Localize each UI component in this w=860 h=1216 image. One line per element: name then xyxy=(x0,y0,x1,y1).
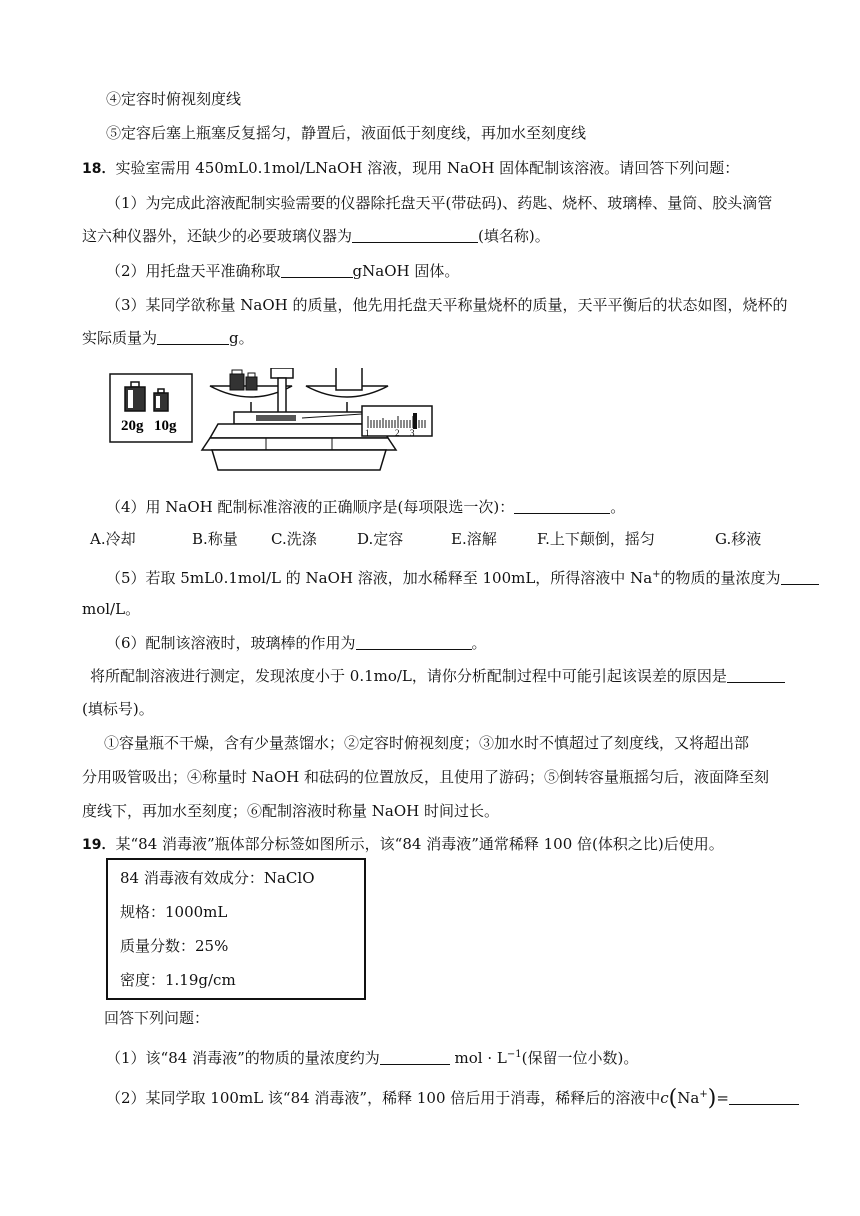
question-text: 这六种仪器外，还缺少的必要玻璃仪器为 (填名称)。 xyxy=(82,227,550,245)
question-number: 18． xyxy=(82,161,116,177)
option-item: D.定容 xyxy=(357,530,404,548)
rider-icon xyxy=(413,413,417,429)
label-row: 规格：1000mL xyxy=(120,903,228,921)
label-row: 84 消毒液有效成分：NaClO xyxy=(120,869,315,887)
question-text: （2）某同学取 100mL 该“84 消毒液”，稀释 100 倍后用于消毒，稀释后的溶液中c(Na+)= xyxy=(106,1084,799,1110)
label-row: 密度：1.19g/cm xyxy=(120,971,236,989)
scale-tick-label: 1 xyxy=(365,428,370,438)
question-text: （3）某同学欲称量 NaOH 的质量，他先用托盘天平称量烧杯的质量，天平平衡后的状态如图，烧杯的 xyxy=(106,296,788,314)
answer-blank[interactable] xyxy=(514,497,610,514)
question-text: （4）用 NaOH 配制标准溶液的正确顺序是(每项限选一次)： 。 xyxy=(106,498,626,516)
list-item: ④定容时俯视刻度线 xyxy=(106,90,242,108)
question-text: mol/L。 xyxy=(82,600,141,618)
question-text: （5）若取 5mL0.1mol/L 的 NaOH 溶液，加水稀释至 100mL，所得溶液中 Na+的物质的量浓度为 xyxy=(106,564,819,589)
beaker-icon xyxy=(336,368,362,390)
option-item: F.上下颠倒，摇匀 xyxy=(537,530,655,548)
weight-on-pan-icon xyxy=(246,377,257,390)
question-text: 实际质量为 g。 xyxy=(82,329,254,347)
question-number: 19． xyxy=(82,837,116,853)
answer-blank[interactable] xyxy=(281,261,353,278)
option-item: B.称量 xyxy=(192,530,238,548)
answer-blank[interactable] xyxy=(781,568,819,585)
question-text: （6）配制该溶液时，玻璃棒的作用为 。 xyxy=(106,634,487,652)
option-item: C.洗涤 xyxy=(271,530,317,548)
scale-tick-label: 2 xyxy=(395,428,400,438)
list-item: ⑤定容后塞上瓶塞反复摇匀，静置后，液面低于刻度线，再加水至刻度线 xyxy=(106,124,587,142)
balance-beam xyxy=(234,412,364,424)
answer-blank[interactable] xyxy=(356,633,472,650)
question-18-stem: 18．实验室需用 450mL0.1mol/LNaOH 溶液，现用 NaOH 固体配制该溶液。请回答下列问题： xyxy=(82,159,740,177)
options-row xyxy=(0,528,860,550)
balance-figure xyxy=(106,368,436,480)
option-item: A.冷却 xyxy=(90,530,136,548)
question-text: 将所配制溶液进行测定，发现浓度小于 0.1mo/L，请你分析配制过程中可能引起该误差的原因是 xyxy=(90,665,785,687)
question-text: 回答下列问题： xyxy=(104,1009,210,1027)
question-text: (填标号)。 xyxy=(82,700,154,718)
label-row: 质量分数：25% xyxy=(120,937,229,955)
weight-10g-icon xyxy=(154,389,168,411)
answer-blank[interactable] xyxy=(157,328,229,345)
weight-label: 10g xyxy=(154,418,177,434)
weight-on-pan-icon xyxy=(230,374,244,390)
list-item: ①容量瓶不干燥，含有少量蒸馏水；②定容时俯视刻度；③加水时不慎超过了刻度线，又将超出部 xyxy=(104,734,750,752)
answer-blank[interactable] xyxy=(729,1088,799,1105)
list-item: 分用吸管吸出；④称量时 NaOH 和砝码的位置放反，且使用了游码；⑤倒转容量瓶摇匀后，液面降至刻 xyxy=(82,768,769,786)
product-label-box xyxy=(106,858,366,1000)
scale-tick-label: 3 xyxy=(410,428,415,438)
option-item: E.溶解 xyxy=(451,530,497,548)
answer-blank[interactable] xyxy=(380,1048,450,1065)
weight-label: 20g xyxy=(121,418,144,434)
option-item: G.移液 xyxy=(715,530,762,548)
list-item: 度线下，再加水至刻度；⑥配制溶液时称量 NaOH 时间过长。 xyxy=(82,802,499,820)
question-text: （1）为完成此溶液配制实验需要的仪器除托盘天平(带砝码)、药匙、烧杯、玻璃棒、量筒、胶头滴管 xyxy=(106,194,773,212)
weight-20g-icon xyxy=(125,382,145,411)
question-text: （2）用托盘天平准确称取 gNaOH 固体。 xyxy=(106,262,460,280)
question-19-stem: 19．某“84 消毒液”瓶体部分标签如图所示，该“84 消毒液”通常稀释 100 倍(体积之比)后使用。 xyxy=(82,835,724,853)
answer-blank[interactable] xyxy=(727,666,785,683)
question-text: （1）该“84 消毒液”的物质的量浓度约为 mol · $L^{-1}$(保留一位小数)。 xyxy=(106,1049,639,1067)
answer-blank[interactable] xyxy=(352,226,478,243)
